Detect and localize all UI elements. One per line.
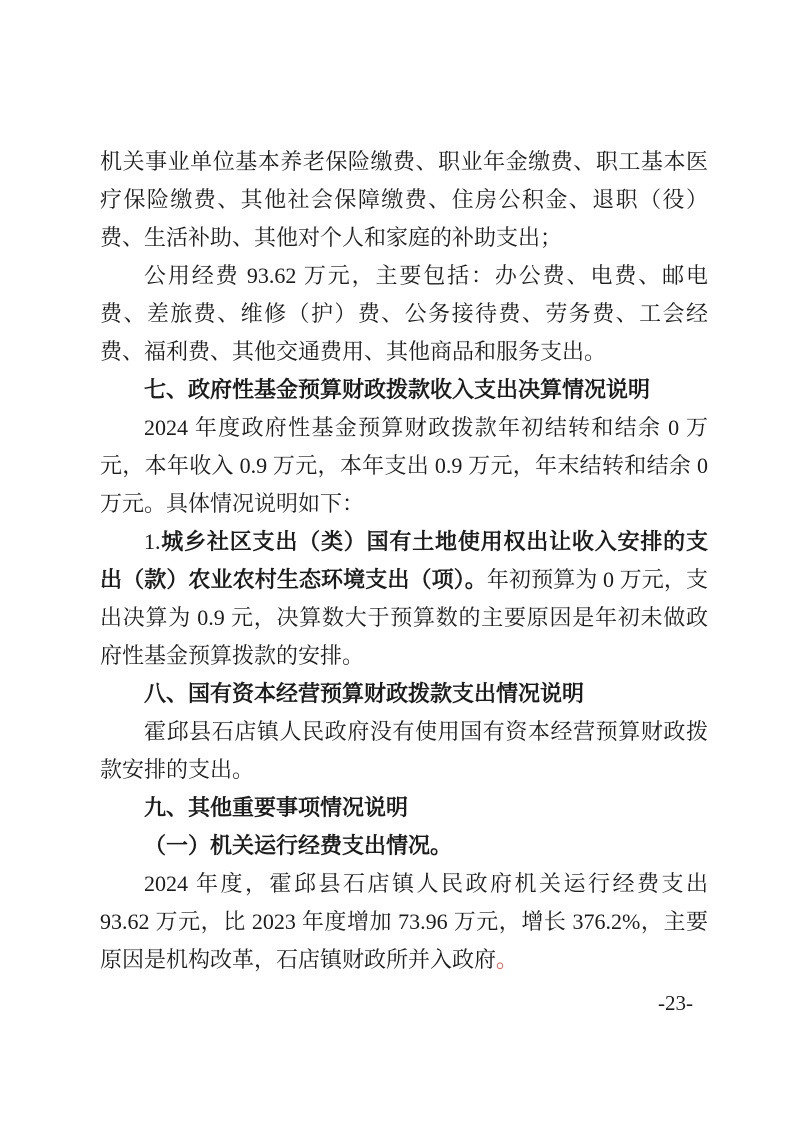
paragraph-govfund-summary: 2024 年度政府性基金预算财政拨款年初结转和结余 0 万元，本年收入 0.9 万元，本年支出 0.9 万元，年末结转和结余 0 万元。具体情况说明如下： (100, 415, 708, 516)
item-1-detail: 年初预算为 0 万元，支出决算为 0.9 元，决算数大于预算数的主要原因是年初未做政府性基金预算拨款的安排。 (100, 567, 708, 668)
document-body (100, 143, 708, 979)
page-number: -23- (658, 991, 693, 1015)
red-full-stop: 。 (496, 947, 519, 972)
operating-expenses-text: 2024 年度，霍邱县石店镇人民政府机关运行经费支出 93.62 万元，比 2023 年度增加 73.96 万元，增长 376.2%，主要原因是机构改革，石店镇财政所并入政府 (100, 871, 708, 972)
item-1-title: 城乡社区支出（类）国有土地使用权出让收入安排的支出（款）农业农村生态环境支出（项）。 (100, 529, 708, 592)
paragraph-personnel-expenses-continuation: 机关事业单位基本养老保险缴费、职业年金缴费、职工基本医疗保险缴费、其他社会保障缴费、住房公积金、退职（役）费、生活补助、其他对个人和家庭的补助支出； (100, 149, 708, 250)
subsection-heading-9-1-operating-expenses: （一）机关运行经费支出情况。 (144, 833, 453, 858)
paragraph-public-funds: 公用经费 93.62 万元，主要包括：办公费、电费、邮电费、差旅费、维修（护）费、公务接待费、劳务费、工会经费、福利费、其他交通费用、其他商品和服务支出。 (100, 263, 708, 364)
paragraph-item-1-urban-rural (100, 523, 708, 675)
paragraph-soe-capital: 霍邱县石店镇人民政府没有使用国有资本经营预算财政拨款安排的支出。 (100, 719, 708, 782)
section-heading-7-govfund-budget: 七、政府性基金预算财政拨款收入支出决算情况说明 (144, 377, 651, 402)
paragraph-operating-expenses (100, 865, 708, 979)
section-heading-9-other-matters: 九、其他重要事项情况说明 (144, 795, 409, 820)
section-heading-8-soe-capital-budget: 八、国有资本经营预算财政拨款支出情况说明 (144, 681, 585, 706)
item-1-number: 1. (144, 529, 161, 554)
